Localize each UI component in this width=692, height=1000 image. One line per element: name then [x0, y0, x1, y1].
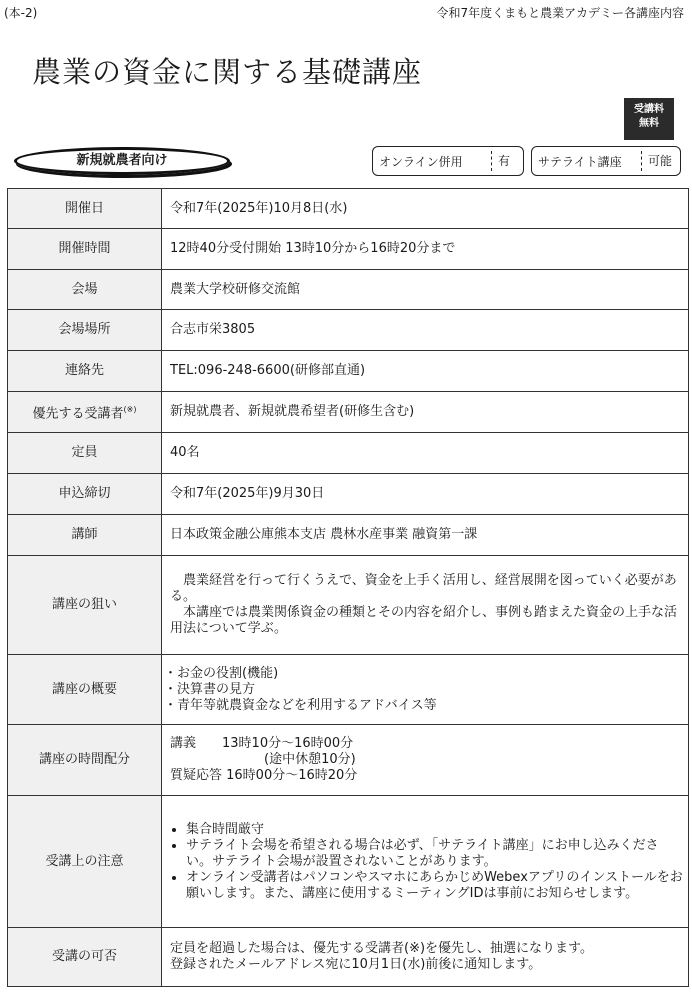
row-aim-value: [162, 556, 689, 655]
row-notes-value: [162, 796, 689, 928]
free-fee-badge: [624, 98, 674, 140]
schedule-break: (途中休憩10分): [264, 752, 356, 767]
row-contact: [8, 351, 689, 392]
row-overview: [8, 655, 689, 725]
row-time-label: 開催時間: [8, 229, 162, 270]
target-audience-label: 新規就農者向け: [14, 147, 230, 175]
row-address: [8, 310, 689, 351]
acceptance-line-2: 登録されたメールアドレス宛に10月1日(水)前後に通知します。: [170, 957, 542, 972]
row-deadline-value: 令和7年(2025年)9月30日: [162, 474, 689, 515]
row-contact-label: 連絡先: [8, 351, 162, 392]
overview-item: ・お金の役割(機能): [164, 665, 279, 681]
notes-item: • サテライト会場を希望される場合は必ず、「サテライト講座」にお申し込みください。サテライト会場が設置されないことがあります。: [186, 838, 684, 870]
row-notes-label: 受講上の注意: [8, 796, 162, 928]
document-title: 令和7年度くまもと農業アカデミー各講座内容: [436, 6, 684, 20]
row-instructor: [8, 515, 689, 556]
row-instructor-value: 日本政策金融公庫熊本支店 農林水産事業 融資第一課: [162, 515, 689, 556]
schedule-qa: 質疑応答 16時00分～16時20分: [170, 768, 358, 783]
overview-item: ・青年等就農資金などを利用するアドバイス等: [164, 697, 437, 713]
row-notes: [8, 796, 689, 928]
row-venue: [8, 270, 689, 310]
row-acceptance-label: 受講の可否: [8, 928, 162, 987]
schedule-lecture: 講義 13時10分～16時00分: [170, 736, 354, 751]
row-priority: [8, 392, 689, 433]
page-label: (本-2): [4, 6, 38, 20]
row-priority-note: (※): [123, 404, 137, 414]
course-info-table: [7, 188, 689, 987]
row-capacity-label: 定員: [8, 433, 162, 474]
row-venue-value: 農業大学校研修交流館: [162, 270, 689, 310]
row-overview-label: 講座の概要: [8, 655, 162, 725]
row-address-value: 合志市栄3805: [162, 310, 689, 351]
row-schedule-label: 講座の時間配分: [8, 725, 162, 796]
row-acceptance: [8, 928, 689, 987]
aim-paragraph-2: 本講座では農業関係資金の種類とその内容を紹介し、事例も踏まえた資金の上手な活用法について学ぶ。: [170, 605, 678, 636]
satellite-option-box: [531, 146, 681, 176]
row-instructor-label: 講師: [8, 515, 162, 556]
notes-item: • 集合時間厳守: [186, 822, 684, 838]
online-option-value: 有: [491, 151, 516, 171]
row-schedule: [8, 725, 689, 796]
online-option-box: [372, 146, 524, 176]
row-aim-label: 講座の狙い: [8, 556, 162, 655]
row-capacity-value: 40名: [162, 433, 689, 474]
notes-list: [164, 822, 684, 902]
satellite-option-value: 可能: [641, 151, 678, 171]
row-schedule-value: [162, 725, 689, 796]
row-aim: [8, 556, 689, 655]
row-contact-value: TEL:096-248-6600(研修部直通): [162, 351, 689, 392]
row-priority-value: 新規就農者、新規就農希望者(研修生含む): [162, 392, 689, 433]
row-deadline: [8, 474, 689, 515]
row-date-value: 令和7年(2025年)10月8日(水): [162, 189, 689, 229]
row-priority-label: 優先する受講者: [32, 406, 124, 422]
notes-item: • オンライン受講者はパソコンやスマホにあらかじめWebexアプリのインストールをお願いします。また、講座に使用するミーティングIDは事前にお知らせします。: [186, 870, 684, 902]
row-venue-label: 会場: [8, 270, 162, 310]
row-time: [8, 229, 689, 270]
fee-badge-line1: 受講料: [634, 104, 664, 115]
row-deadline-label: 申込締切: [8, 474, 162, 515]
aim-paragraph-1: 農業経営を行って行くうえで、資金を上手く活用し、経営展開を図っていく必要がある。: [170, 573, 677, 604]
course-title: 農業の資金に関する基礎講座: [32, 55, 423, 89]
overview-item: ・決算書の見方: [164, 681, 256, 697]
row-capacity: [8, 433, 689, 474]
row-date-label: 開催日: [8, 189, 162, 229]
row-address-label: 会場場所: [8, 310, 162, 351]
acceptance-line-1: 定員を超過した場合は、優先する受講者(※)を優先し、抽選になります。: [170, 941, 593, 956]
row-priority-label-cell: [8, 392, 162, 433]
online-option-label: オンライン併用: [379, 154, 463, 169]
row-overview-value: [162, 655, 689, 725]
row-acceptance-value: [162, 928, 689, 987]
row-time-value: 12時40分受付開始 13時10分から16時20分まで: [162, 229, 689, 270]
row-date: [8, 189, 689, 229]
fee-badge-line2: 無料: [639, 118, 659, 129]
satellite-option-label: サテライト講座: [538, 154, 622, 169]
